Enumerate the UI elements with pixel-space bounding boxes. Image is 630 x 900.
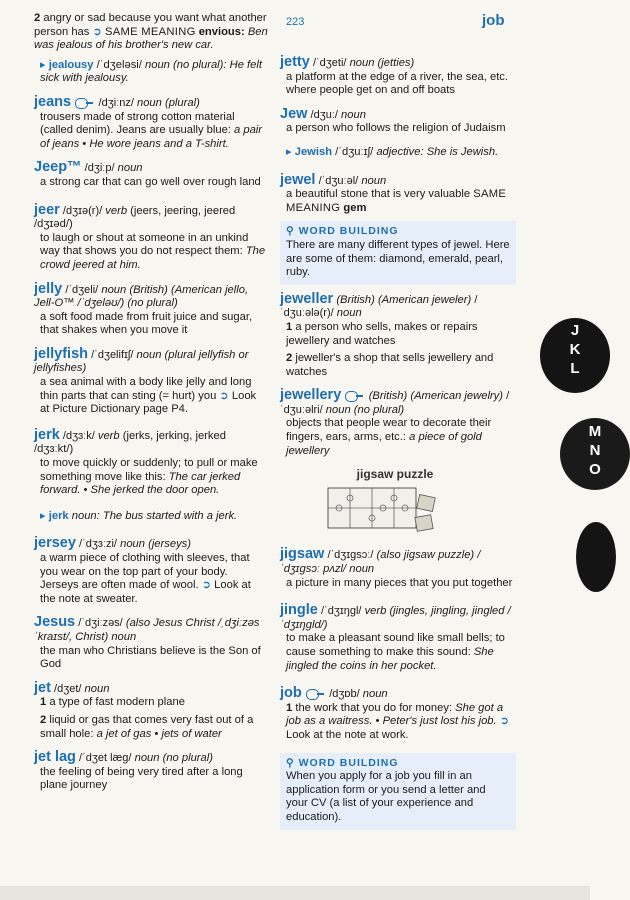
look-at-icon: ➲ [201, 579, 212, 592]
entry-jet: jet /dʒet/ noun 1 a type of fast modern plane 2 liquid or gas that comes very fast out of a small hole: a jet of gas • jets of water [34, 679, 254, 740]
illustration-caption: jigsaw puzzle [356, 467, 434, 482]
look-at-icon: ➲ [499, 715, 510, 728]
jigsaw-puzzle-icon [320, 482, 440, 538]
entry-jewel: jewel /ˈdʒuːəl/ noun a beautiful stone that is very valuable SAME MEANING gem [280, 171, 507, 214]
entry-jeep: Jeep™ /dʒiːp/ noun a strong car that can go well over rough land [34, 159, 261, 188]
key-icon [75, 98, 88, 109]
magnifier-icon: ⚲ [286, 225, 295, 238]
jigsaw-illustration [320, 468, 470, 542]
entry-jetty: jetty /ˈdʒeti/ noun (jetties) a platform at the edge of a river, the sea, etc. where people get on and off boats [280, 54, 509, 97]
entry-jew: Jew /dʒuː/ noun a person who follows the religion of Judaism ▸ Jewish /ˈdʒuːɪʃ/ adjective: She is Jewish. [280, 105, 506, 158]
key-icon [345, 391, 358, 402]
cross-reference-icon: ➲ [92, 25, 102, 38]
entry-jeans: jeans /dʒiːnz/ noun (plural) trousers made of strong cotton material (called denim). Jeans are usually blue: a pair of jeans • He wore jeans and a T-shirt. [34, 93, 263, 150]
entry-jingle: jingle /ˈdʒɪŋɡl/ verb (jingles, jingling, jingled /ˈdʒɪŋɡld/) to make a pleasant sound like small bells; to cause something to make this sound: She jingled the coins in her pocket. [280, 602, 511, 672]
entry-jerk: jerk /dʒɜːk/ verb (jerks, jerking, jerked /dʒɜːkt/) to move quickly or suddenly; to pull or make something move like this: The car jerked forward. • She jerked the door open. ▸ jerk noun: The bus started with a jerk. [34, 426, 258, 522]
entry-jealous-sense: 2 angry or sad because you want what another person has ➲ SAME MEANING envious: Ben was jealous of his brother's new car. ▸ jealousy /ˈdʒeləsi/ noun (no plural): He felt sick with jealousy. [34, 12, 268, 85]
page-bottom-edge [0, 886, 590, 900]
entry-jeweller: jeweller (British) (American jeweler) /ˈdʒuːələ(r)/ noun 1 a person who sells, makes or repairs jewellery and watches 2 jeweller's a shop that sells jewellery and watches [280, 290, 494, 378]
entry-jellyfish: jellyfish /ˈdʒelifɪʃ/ noun (plural jellyfish or jellyfishes) a sea animal with a body like jelly and long thin parts that can sting (= hurt) you ➲ Look at Picture Dictionary page P4. [34, 345, 257, 416]
left-column [34, 12, 268, 803]
alphabet-tab-next[interactable] [576, 522, 616, 592]
entry-job: job /dʒɒb/ noun 1 the work that you do for money: She got a job as a waitress. • Peter's just lost his job. ➲ Look at the note at work. [280, 685, 510, 741]
right-column [280, 56, 516, 838]
word-building-box: ⚲ WORD BUILDING There are many different types of jewel. Here are some of them: diamond, emerald, pearl, ruby. [280, 221, 516, 284]
derived-word-icon: ▸ [40, 509, 46, 522]
word-building-box: ⚲ WORD BUILDING When you apply for a job you fill in an application form or you send a letter and your CV (a list of your experience and education). [280, 753, 516, 830]
entry-jigsaw: jigsaw /ˈdʒɪɡsɔː/ (also jigsaw puzzle) /ˈdʒɪɡsɔː pʌzl/ noun a picture in many pieces that you put together [280, 546, 513, 589]
alphabet-tab-mno[interactable]: M N O [560, 418, 630, 490]
entry-jesus: Jesus /ˈdʒiːzəs/ (also Jesus Christ /ˌdʒiːzəs ˈkraɪst/, Christ) noun the man who Christians believe is the Son of God [34, 614, 261, 671]
entry-jewellery: jewellery (British) (American jewelry) /ˈdʒuːəlri/ noun (no plural) objects that people wear to decorate their fingers, ears, arms, etc.: a piece of gold jewellery [280, 387, 510, 457]
look-at-icon: ➲ [219, 389, 229, 402]
page-number: 223 [286, 16, 305, 28]
derived-word-icon: ▸ [40, 58, 46, 71]
guide-word: job [482, 12, 505, 29]
entry-jersey: jersey /ˈdʒɜːzi/ noun (jerseys) a warm piece of clothing with sleeves, that you wear on the top part of your body. Jerseys are often made of wool. ➲ Look at the note at sweater. [34, 535, 251, 605]
derived-word-icon: ▸ [286, 145, 292, 158]
entry-jet-lag: jet lag /ˈdʒet læɡ/ noun (no plural) the feeling of being very tired after a long plane journey [34, 749, 243, 792]
magnifier-icon: ⚲ [286, 756, 295, 769]
key-icon [306, 689, 319, 700]
alphabet-tab-jkl[interactable]: J K L [540, 318, 610, 393]
entry-jeer: jeer /dʒɪə(r)/ verb (jeers, jeering, jeered /dʒɪəd/) to laugh or shout at someone in an unkind way that shows you do not respect them: The crowd jeered at him. [34, 201, 266, 271]
entry-jelly: jelly /ˈdʒeli/ noun (British) (American jello, Jell-O™ /ˈdʒeləʊ/) (no plural) a soft food made from fruit juice and sugar, that shakes when you move it [34, 280, 253, 337]
